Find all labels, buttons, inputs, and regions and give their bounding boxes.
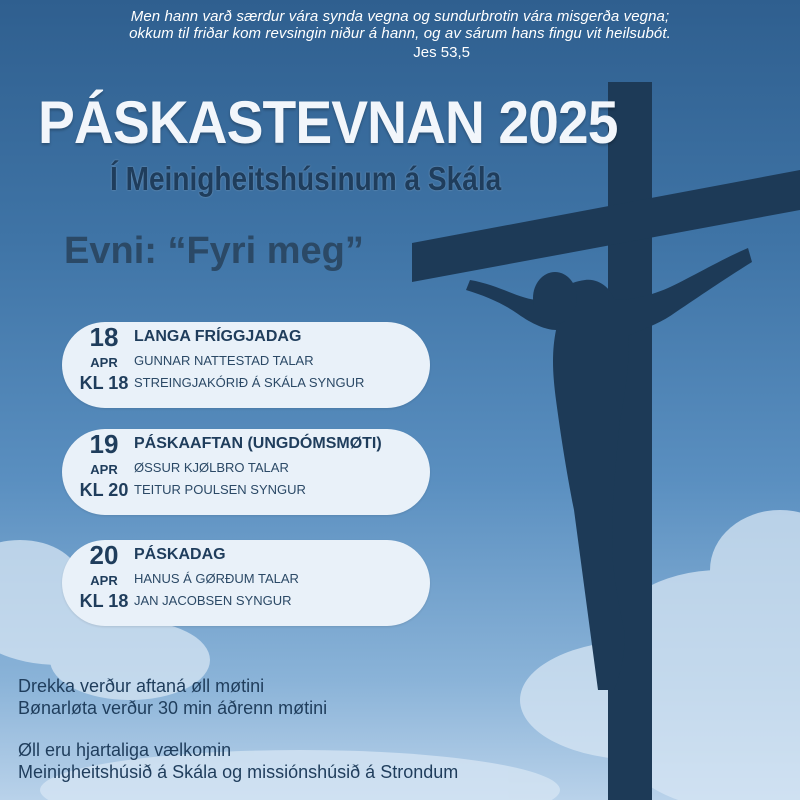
event-card <box>62 322 430 408</box>
verse-line-1: Men hann varð særdur vára synda vegna og sundurbrotin vára misgerða vegna; <box>130 8 670 25</box>
event-day: 20 <box>89 540 119 570</box>
event-month: APR <box>90 573 118 588</box>
verse-line-2: okkum til friðar kom revsingin niður á hann, og av sárum hans fingu vit heilsubót. <box>129 25 671 42</box>
event-time: KL 18 <box>79 591 129 611</box>
event-card <box>62 540 430 626</box>
footer-welcome: Øll eru hjartaliga vælkomin <box>18 740 232 760</box>
event-speaker: HANUS Á GØRÐUM TALAR <box>134 571 299 586</box>
footer-prayer-time: Bønarløta verður 30 min áðrenn møtini <box>18 698 328 718</box>
event-venue-subtitle: Í Meinigheitshúsinum á Skála <box>110 160 502 197</box>
event-singer: STREINGJAKÓRIÐ Á SKÁLA SYNGUR <box>134 375 365 390</box>
event-day: 18 <box>89 322 119 352</box>
event-time: KL 20 <box>79 480 129 500</box>
bible-verse <box>20 8 780 42</box>
event-singer: JAN JACOBSEN SYNGUR <box>134 593 292 608</box>
event-time: KL 18 <box>79 373 129 393</box>
event-month: APR <box>90 462 118 477</box>
event-speaker: ØSSUR KJØLBRO TALAR <box>134 460 289 475</box>
event-name: PÁSKAAFTAN (UNGDÓMSMØTI) <box>134 435 382 452</box>
event-singer: TEITUR POULSEN SYNGUR <box>134 482 306 497</box>
event-name: PÁSKADAG <box>134 546 226 563</box>
event-name: LANGA FRÍGGJADAG <box>134 328 302 345</box>
verse-reference: Jes 53,5 <box>413 44 470 61</box>
event-speaker: GUNNAR NATTESTAD TALAR <box>134 353 314 368</box>
event-month: APR <box>90 355 118 370</box>
event-title: PÁSKASTEVNAN 2025 <box>38 89 618 156</box>
event-day: 19 <box>89 429 119 459</box>
footer-venues: Meinigheitshúsið á Skála og missiónshúsið á Strondum <box>18 762 459 782</box>
event-theme: Evni: “Fyri meg” <box>64 230 364 272</box>
event-card <box>62 429 430 515</box>
footer-refreshments: Drekka verður aftaná øll møtini <box>18 676 265 696</box>
